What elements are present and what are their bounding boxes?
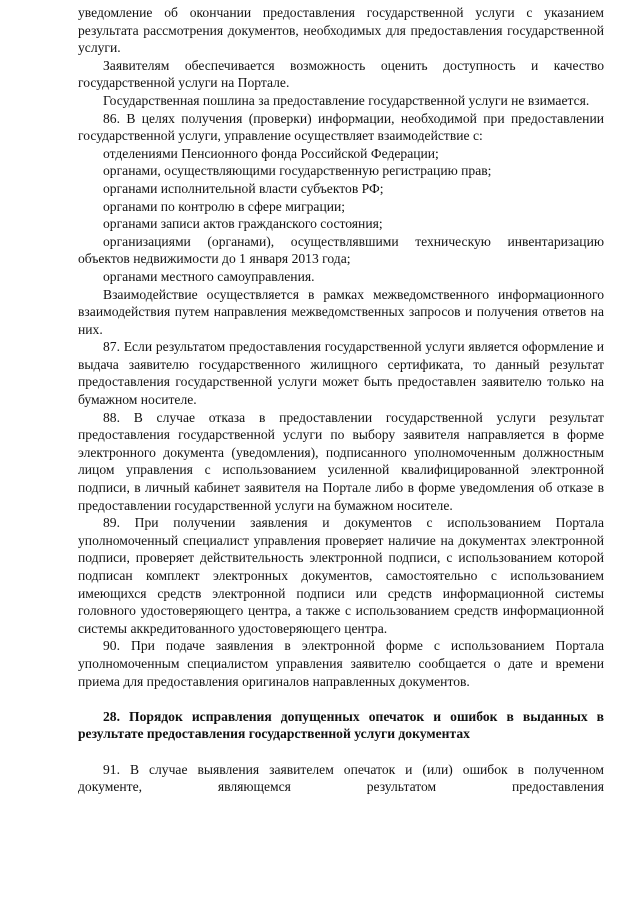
paragraph-90: 90. При подаче заявления в электронной форме с использованием Портала уполномоченным специалистом управления заявителю сообщается о дате и времени приема для предоставления оригиналов направленных документов. <box>78 638 604 689</box>
paragraph-87: 87. Если результатом предоставления государственной услуги является оформление и выдача заявителю государственного жилищного сертификата, то данный результат предоставления государственной услуги может быть предоставлен заявителю только на бумажном носителе. <box>78 339 604 408</box>
list-item: организациями (органами), осуществлявшими техническую инвентаризацию объектов недвижимости до 1 января 2013 года; <box>78 233 604 267</box>
paragraph-notification: уведомление об окончании предоставления государственной услуги с указанием результата рассмотрения документов, необходимых для предоставления государственной услуги. <box>78 5 604 56</box>
paragraph-86: 86. В целях получения (проверки) информации, необходимой при предоставлении государственной услуги, управление осуществляет взаимодействие с: <box>78 110 604 144</box>
paragraph-89: 89. При получении заявления и документов с использованием Портала уполномоченный специалист управления проверяет наличие на документах электронной подписи, проверяет действительность электронной подписи, с использованием которой подписан комплект электронных документов, самостоятельно с использованием имеющихся средств электронной подписи или средств информационной системы головного удостоверяющего центра, а также с использованием средств информационной системы аккредитованного удостоверяющего центра. <box>78 515 604 636</box>
list-item: органами записи актов гражданского состояния; <box>103 216 383 232</box>
list-item: отделениями Пенсионного фонда Российской Федерации; <box>103 145 439 161</box>
list-item: органами местного самоуправления. <box>103 268 315 284</box>
list-item: органами по контролю в сфере миграции; <box>103 198 346 214</box>
paragraph-88: 88. В случае отказа в предоставлении государственной услуги результат предоставления государственной услуги по выбору заявителя направляется в форме электронного документа (уведомления), подписанного уполномоченным должностным лицом управления с использованием усиленной квалифицированной электронной подписи, в личный кабинет заявителя на Портале либо в форме уведомления об отказе в предоставлении государственной услуги на бумажном носителе. <box>78 409 604 513</box>
section-heading: 28. Порядок исправления допущенных опечаток и ошибок в выданных в результате предоставления государственной услуги документах <box>78 708 604 742</box>
section-gap <box>78 743 604 761</box>
section-gap <box>78 690 604 708</box>
document-page <box>78 4 604 796</box>
paragraph-91: 91. В случае выявления заявителем опечаток и (или) ошибок в полученном документе, являющемся результатом предоставления <box>78 761 604 795</box>
paragraph-state-fee: Государственная пошлина за предоставление государственной услуги не взимается. <box>103 92 590 108</box>
list-item: органами, осуществляющими государственную регистрацию прав; <box>103 163 492 179</box>
paragraph-evaluation: Заявителям обеспечивается возможность оценить доступность и качество государственной услуги на Портале. <box>78 57 604 91</box>
list-item: органами исполнительной власти субъектов РФ; <box>103 180 384 196</box>
paragraph-interaction: Взаимодействие осуществляется в рамках межведомственного информационного взаимодействия путем направления межведомственных запросов и получения ответов на них. <box>78 286 604 337</box>
